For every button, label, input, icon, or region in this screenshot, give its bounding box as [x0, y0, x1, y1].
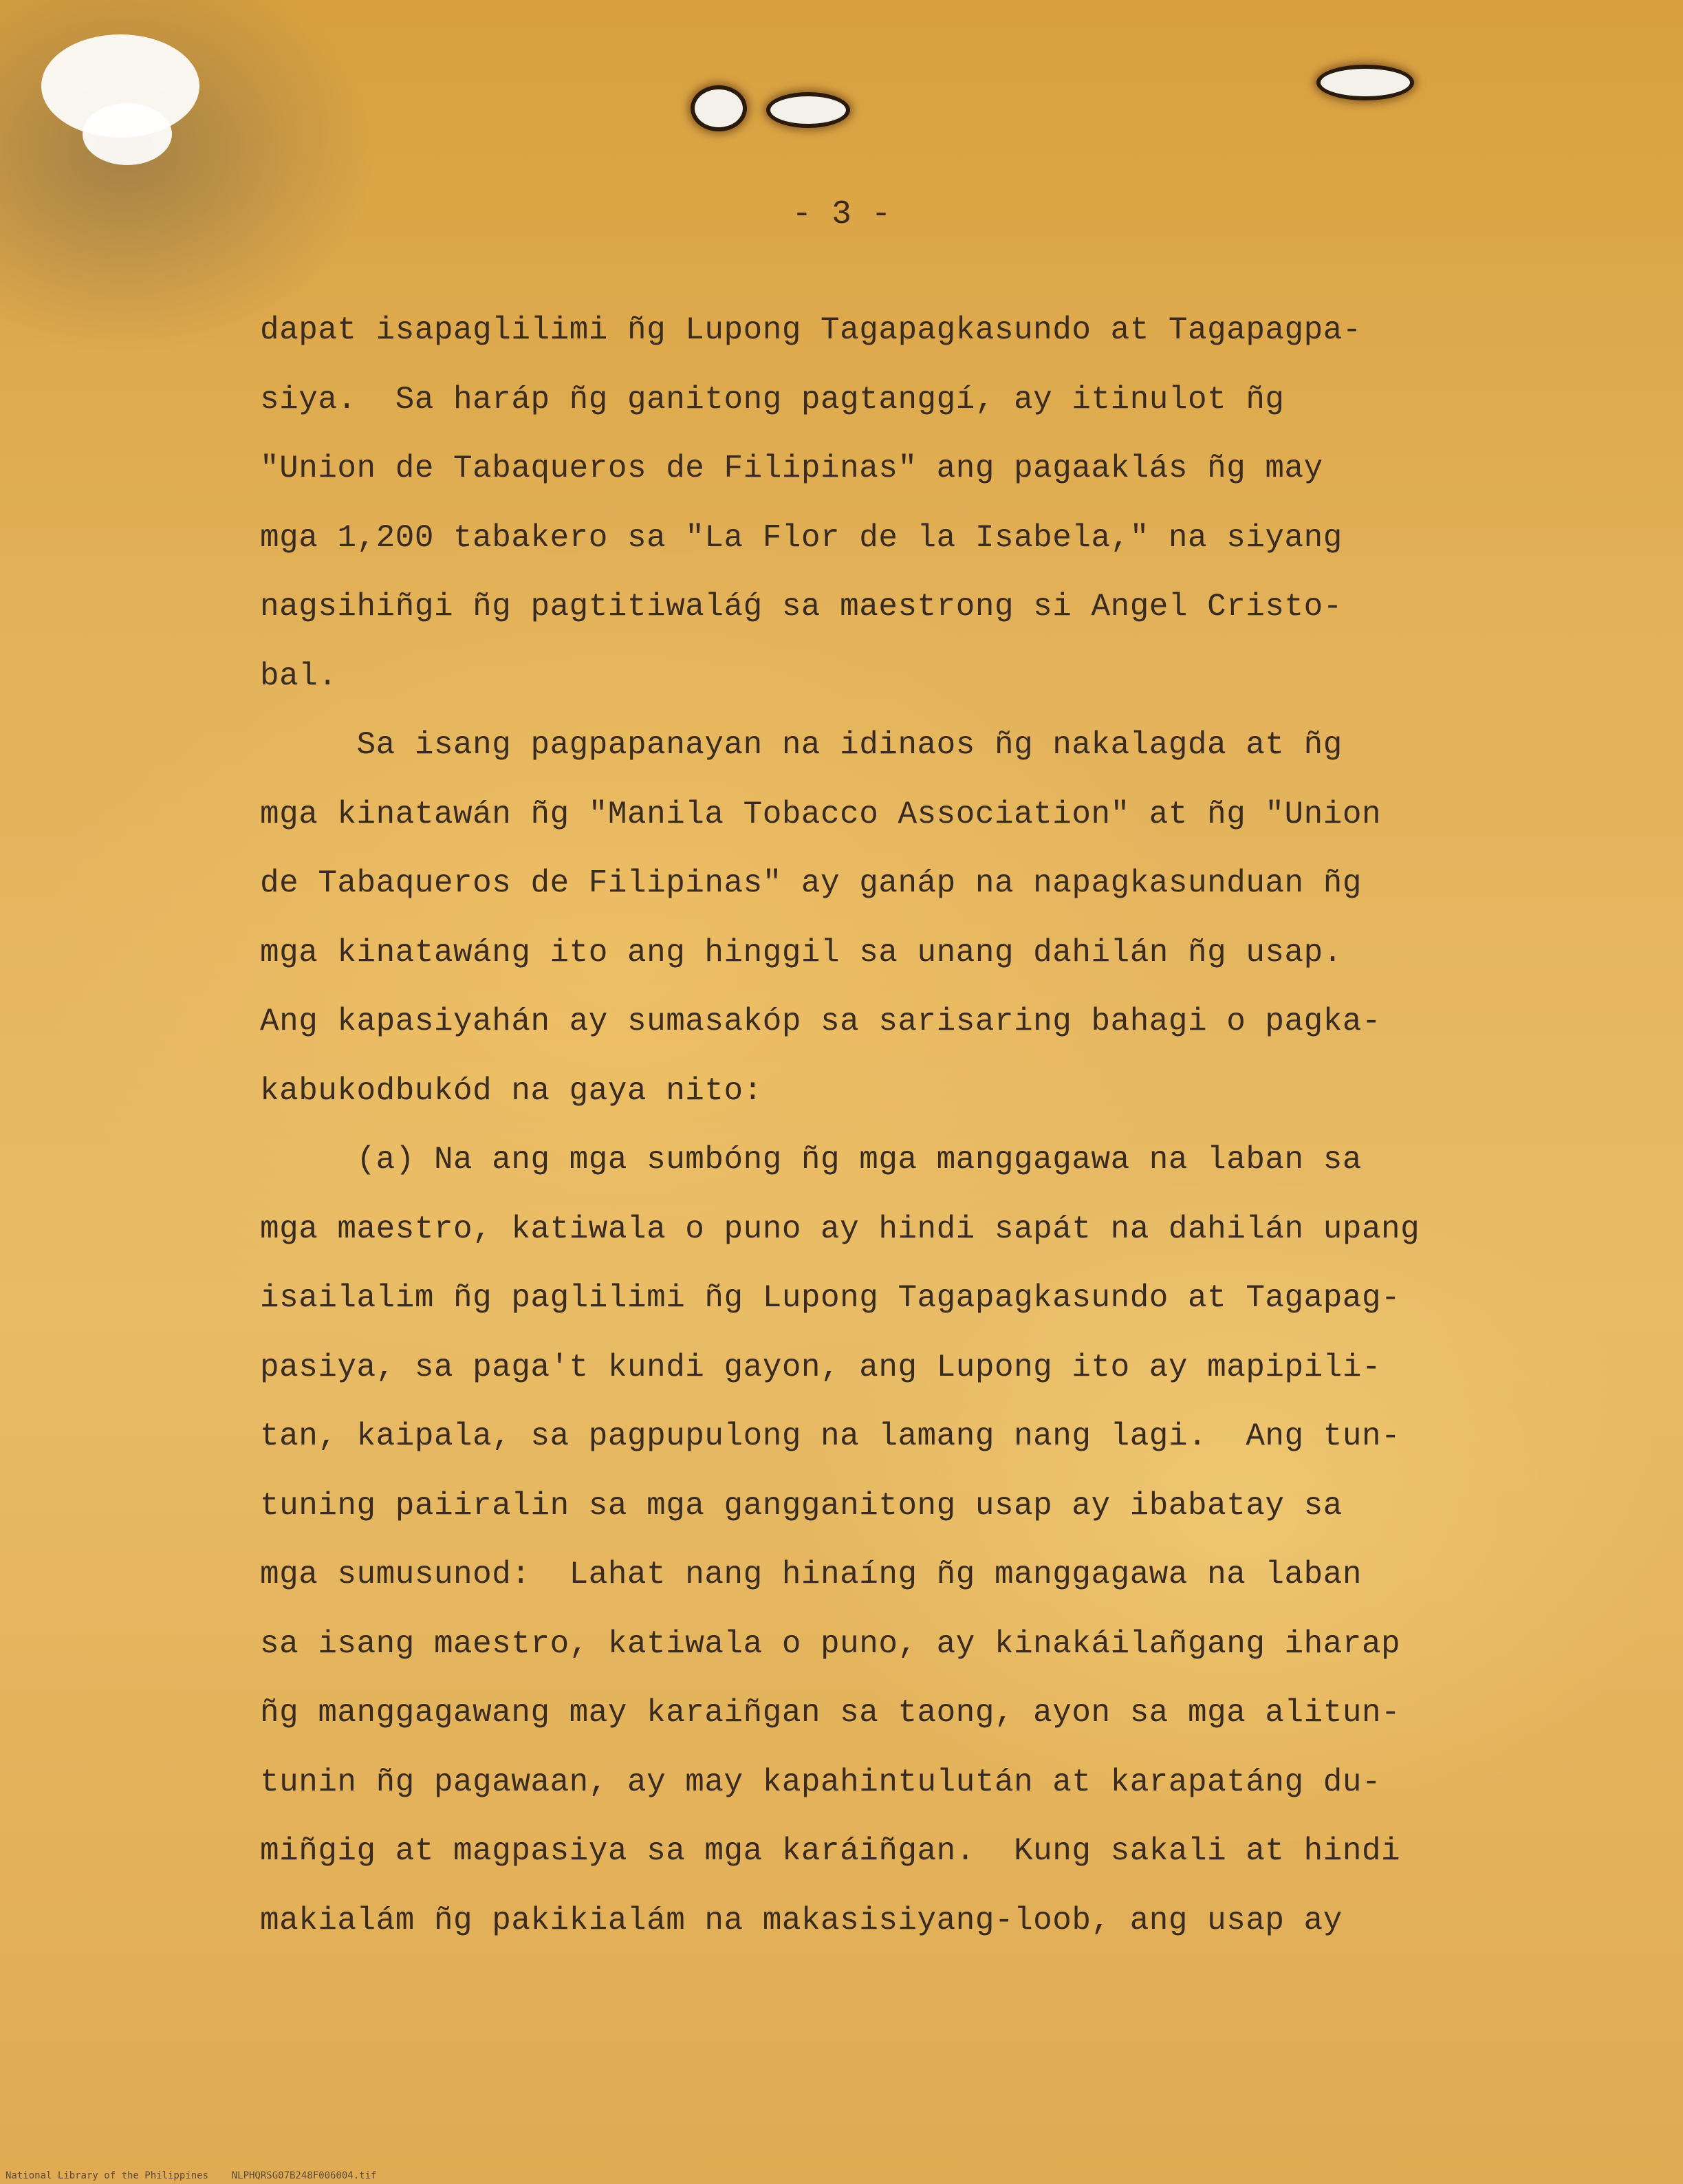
text-line: tan, kaipala, sa pagpupulong na lamang nang lagi. Ang tun-: [260, 1418, 1401, 1454]
text-line: siya. Sa haráp ñg ganitong pagtanggí, ay itinulot ñg: [260, 381, 1285, 418]
text-line: Sa isang pagpapanayan na idinaos ñg nakalagda at ñg: [260, 727, 1343, 763]
text-line: "Union de Tabaqueros de Filipinas" ang pagaaklás ñg may: [260, 451, 1323, 486]
punch-hole: [1321, 69, 1410, 96]
torn-corner-stain: [83, 103, 172, 165]
text-line: dapat isapaglilimi ñg Lupong Tagapagkasundo at Tagapagpa-: [260, 312, 1362, 348]
text-line: pasiya, sa paga't kundi gayon, ang Lupong ito ay mapipili-: [260, 1349, 1382, 1385]
text-line: makialám ñg pakikialám na makasisiyang-loob, ang usap ay: [260, 1902, 1343, 1938]
text-line: sa isang maestro, katiwala o puno, ay kinakáilañgang iharap: [260, 1625, 1401, 1662]
typed-text-body: [260, 296, 1539, 1955]
text-line: bal.: [260, 658, 338, 694]
punch-hole: [695, 89, 743, 127]
text-line: kabukodbukód na gaya nito:: [260, 1072, 763, 1109]
text-line: mga 1,200 tabakero sa "La Flor de la Isabela," na siyang: [260, 519, 1343, 556]
text-line: mga kinatawán ñg "Manila Tobacco Association" at ñg "Union: [260, 796, 1382, 832]
punch-hole: [770, 96, 846, 124]
page-number: - 3 -: [792, 196, 891, 233]
text-line: de Tabaqueros de Filipinas" ay ganáp na napagkasunduan ñg: [260, 865, 1362, 901]
text-line: tuning paiiralin sa mga gangganitong usap ay ibabatay sa: [260, 1487, 1343, 1524]
text-line: ñg manggagawang may karaiñgan sa taong, ayon sa mga alitun-: [260, 1695, 1401, 1731]
scan-footer: National Library of the Philippines NLPHQRSG07B248F006004.tif: [6, 2170, 377, 2181]
text-line: mga kinatawáng ito ang hinggil sa unang dahilán ñg usap.: [260, 934, 1343, 971]
text-line: tunin ñg pagawaan, ay may kapahintulután at karapatáng du-: [260, 1764, 1382, 1800]
text-line: mga sumusunod: Lahat nang hinaíng ñg manggagawa na laban: [260, 1557, 1362, 1592]
text-line: isailalim ñg paglilimi ñg Lupong Tagapagkasundo at Tagapag-: [260, 1280, 1401, 1316]
text-line: Ang kapasiyahán ay sumasakóp sa sarisaring bahagi o pagka-: [260, 1004, 1382, 1039]
text-line: nagsihiñgi ñg pagtitiwaláǵ sa maestrong si Angel Cristo-: [260, 589, 1343, 625]
text-line: mga maestro, katiwala o puno ay hindi sapát na dahilán upang: [260, 1211, 1420, 1247]
text-line: miñgig at magpasiya sa mga karáiñgan. Kung sakali at hindi: [260, 1833, 1401, 1869]
text-line: (a) Na ang mga sumbóng ñg mga manggagawa na laban sa: [260, 1142, 1362, 1178]
